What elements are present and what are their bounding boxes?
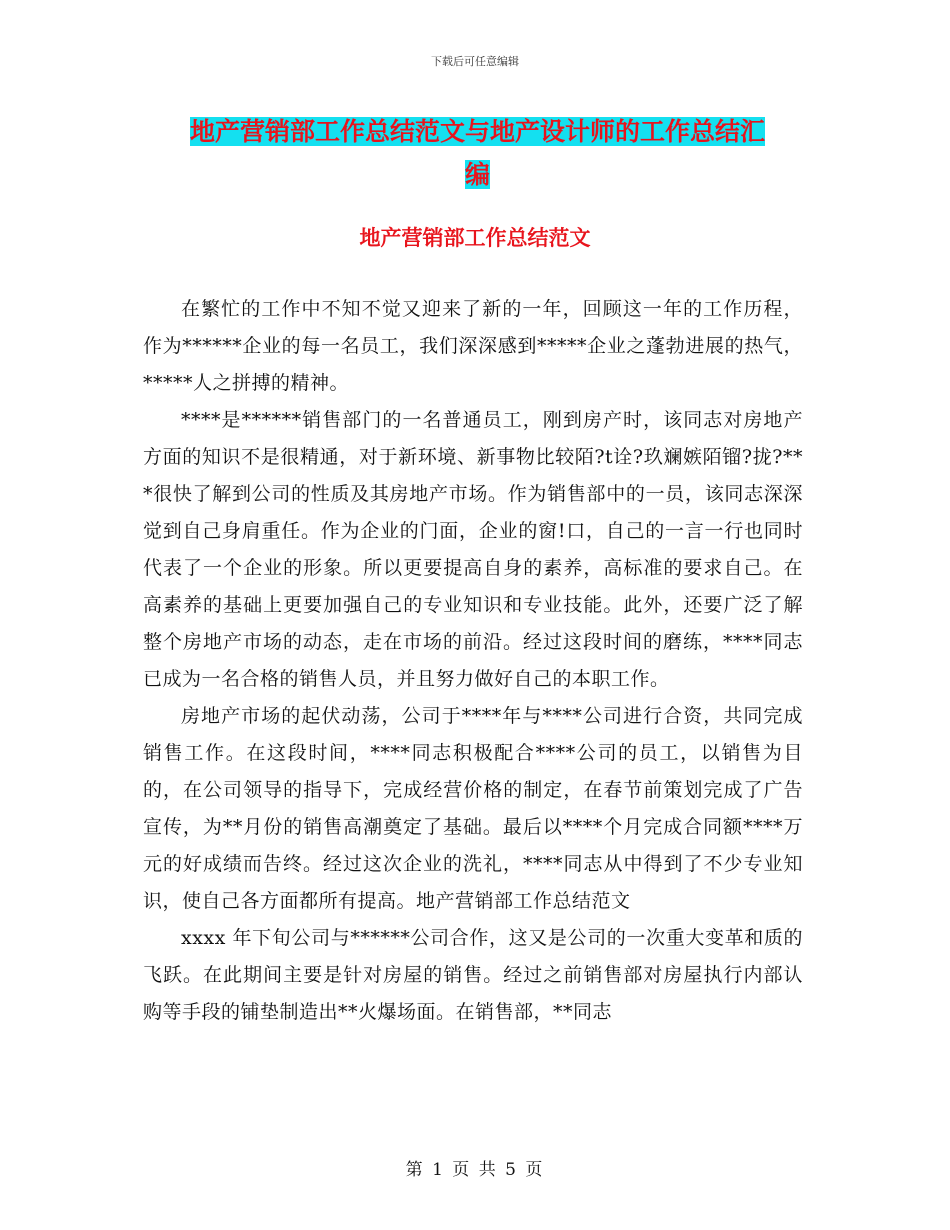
page-number-footer: 第 1 页 共 5 页 xyxy=(405,1160,545,1180)
header-note: 下载后可任意编辑 xyxy=(431,55,519,68)
paragraph: 在繁忙的工作中不知不觉又迎来了新的一年，回顾这一年的工作历程，作为******企业的每一名员工，我们深深感到*****企业之蓬勃进展的热气，*****人之拼搏的精神。 xyxy=(143,298,803,394)
paragraph: xxxx 年下旬公司与******公司合作，这又是公司的一次重大变革和质的飞跃。在此期间主要是针对房屋的销售。经过之前销售部对房屋执行内部认购等手段的铺垫制造出**火爆场面。在销售部，**同志 xyxy=(143,927,803,1023)
paragraph: 房地产市场的起伏动荡，公司于****年与****公司进行合资，共同完成销售工作。在这段时间，****同志积极配合****公司的员工，以销售为目的，在公司领导的指导下，完成经营价格的制定，在春节前策划完成了广告宣传，为**月份的销售高潮奠定了基础。最后以****个月完成合同额****万元的好成绩而告终。经过这次企业的洗礼，****同志从中得到了不少专业知识，使自己各方面都所有提高。地产营销部工作总结范文 xyxy=(143,705,803,912)
document-title-line-2: 编 xyxy=(464,160,490,189)
section-title: 地产营销部工作总结范文 xyxy=(359,225,591,250)
paragraph: ****是******销售部门的一名普通员工，刚到房产时，该同志对房地产方面的知识不是很精通，对于新环境、新事物比较陌?t诠?玖斓嫉陌镏?拢?***很快了解到公司的性质及其房地产市场。作为销售部中的一员，该同志深深觉到自己身肩重任。作为企业的门面，企业的窗!口，自己的一言一行也同时代表了一个企业的形象。所以更要提高自身的素养，高标准的要求自己。在高素养的基础上更要加强自己的专业知识和专业技能。此外，还要广泛了解整个房地产市场的动态，走在市场的前沿。经过这段时间的磨练，****同志已成为一名合格的销售人员，并且努力做好自己的本职工作。 xyxy=(143,409,803,690)
document-body xyxy=(143,291,803,1031)
document-title xyxy=(140,110,815,196)
document-title-line-1: 地产营销部工作总结范文与地产设计师的工作总结汇 xyxy=(189,117,765,146)
